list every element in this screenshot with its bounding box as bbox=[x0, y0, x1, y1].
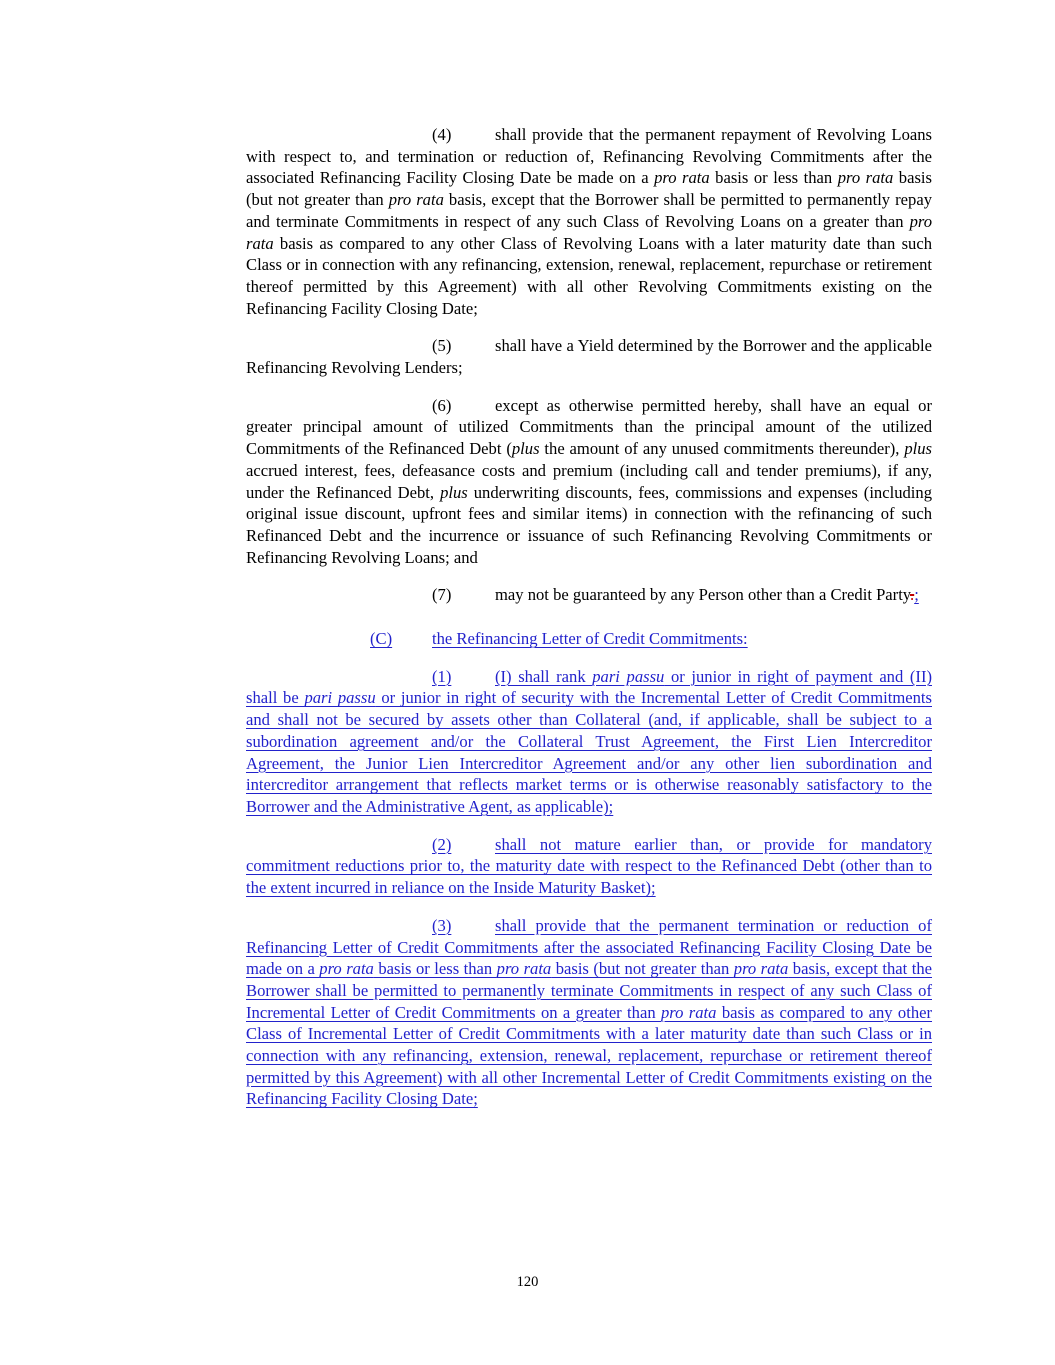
clause-7-text-run: may not be guaranteed by any Person other than a Credit Party bbox=[495, 585, 911, 605]
clause-C-3-text-run: pro rata bbox=[496, 959, 552, 979]
clause-6-text-run: plus bbox=[511, 439, 540, 459]
clause-5-label: (5) bbox=[432, 336, 452, 356]
clause-4-text-run: basis (but not greater than bbox=[246, 168, 932, 210]
clause-C-1-text-run: pari passu bbox=[304, 688, 376, 708]
heading-C-text-run: the Refinancing Letter of Credit Commitments: bbox=[432, 629, 748, 649]
clause-C-2 bbox=[246, 834, 932, 899]
clause-6-text-run: the amount of any unused commitments thereunder), bbox=[539, 439, 905, 459]
clause-C-3-text-run: basis as compared to any other Class of Incremental Letter of Credit Commitments with a later maturity date than such Class or in connection with any refinancing, extension, renewal, replacement, repurchase or retirement thereof permitted by this Agreement) with all other Incremental Letter of Credit Commitments existing on the Refinancing Facility Closing Date; bbox=[246, 1002, 933, 1109]
clause-4-text-run: pro rata bbox=[246, 211, 932, 253]
clause-C-3-text-run: basis, except that the Borrower shall be permitted to permanently terminate Commitments in respect of any such Class of Incremental Letter of Credit Commitments on a greater than bbox=[246, 959, 932, 1022]
page-number: 120 bbox=[516, 1274, 539, 1290]
clause-4-text-run: basis as compared to any other Class of Revolving Loans with a later maturity date than such Class or in connection with any refinancing, extension, renewal, replacement, repurchase or retirement thereof permitted by this Agreement) with all other Revolving Commitments existing on the Refinancing Facility Closing Date; bbox=[246, 233, 932, 318]
clause-C-2-label: (2) bbox=[432, 834, 452, 854]
clause-C-3 bbox=[246, 915, 932, 1110]
clause-6-text-run: accrued interest, fees, defeasance costs and premium (including call and tender premiums), if any, under the Refinanced Debt, bbox=[246, 460, 932, 502]
clause-5-text-run: shall have a Yield determined by the Borrower and the applicable Refinancing Revolving Lenders; bbox=[246, 336, 932, 378]
clause-4-text-run: basis or less than bbox=[709, 168, 838, 188]
clause-5 bbox=[246, 335, 932, 378]
clause-7-label: (7) bbox=[432, 585, 452, 605]
clause-6-text-run: underwriting discounts, fees, commissions and expenses (including original issue discount, upfront fees and similar items) in connection with the refinancing of such Refinanced Debt and the incurrence or issuance of such Refinancing Revolving Commitments or Refinancing Revolving Loans; and bbox=[246, 482, 932, 567]
clause-4-text-run: pro rata bbox=[837, 168, 894, 188]
clause-4-label: (4) bbox=[432, 125, 452, 144]
clause-C-1-text-run: or junior in right of payment and (II) shall be bbox=[246, 666, 932, 708]
clause-7-text-run: . bbox=[910, 585, 915, 605]
clause-C-3-text-run: pro rata bbox=[661, 1002, 717, 1022]
clause-6-label: (6) bbox=[432, 395, 452, 415]
clause-C-3-label: (3) bbox=[432, 915, 452, 935]
heading-C bbox=[246, 628, 932, 650]
clause-C-1-text-run: (I) shall rank bbox=[495, 666, 593, 686]
clause-C-3-text-run: basis or less than bbox=[373, 959, 497, 979]
clause-C-2-text-run: shall not mature earlier than, or provide for mandatory commitment reductions prior to, the maturity date with respect to the Refinanced Debt (other than to the extent incurred in reliance on the Inside Maturity Basket); bbox=[246, 834, 932, 898]
clause-6-text-run: plus bbox=[904, 439, 932, 459]
clause-C-3-text-run: shall provide that the permanent termination or reduction of Refinancing Letter of Credit Commitments after the associated Refinancing Facility Closing Date be made on a bbox=[246, 915, 932, 979]
clause-C-3-text-run: basis (but not greater than bbox=[551, 959, 734, 979]
heading-C-label: (C) bbox=[370, 629, 393, 649]
clause-7 bbox=[246, 584, 932, 606]
clause-4-text-run: shall provide that the permanent repayment of Revolving Loans with respect to, and termination or reduction of, Refinancing Revolving Commitments after the associated Refinancing Facility Closing Date be made on a bbox=[246, 125, 932, 188]
clause-C-1 bbox=[246, 666, 932, 818]
clause-C-1-label: (1) bbox=[432, 666, 452, 686]
clause-4-text-run: basis, except that the Borrower shall be permitted to permanently repay and terminate Commitments in respect of any such Class of Revolving Loans on a greater than bbox=[246, 190, 932, 231]
clause-4-text-run: pro rata bbox=[388, 190, 444, 210]
clause-6 bbox=[246, 395, 932, 569]
clause-4 bbox=[246, 124, 932, 319]
clause-7-text-run: ; bbox=[914, 585, 919, 605]
clause-4-text-run: pro rata bbox=[654, 168, 710, 188]
clause-C-3-text-run: pro rata bbox=[733, 959, 789, 979]
clause-C-3-text-run: pro rata bbox=[319, 959, 374, 979]
clause-6-text-run: except as otherwise permitted hereby, shall have an equal or greater principal amount of utilized Commitments than the principal amount of the utilized Commitments of the Refinanced Debt ( bbox=[246, 395, 932, 459]
clause-C-1-text-run: or junior in right of security with the Incremental Letter of Credit Commitments and shall not be secured by assets other than Collateral (and, if applicable, shall be subject to a subordination agreement and/or the Collateral Trust Agreement, the First Lien Intercreditor Agreement, the Junior Lien Intercreditor Agreement and/or any other lien subordination and intercreditor arrangement that reflects market terms or is otherwise reasonably satisfactory to the Borrower and the Administrative Agent, as applicable); bbox=[246, 688, 932, 816]
clause-6-text-run: plus bbox=[440, 482, 468, 502]
document-body bbox=[246, 124, 932, 1126]
clause-C-1-text-run: pari passu bbox=[592, 666, 665, 686]
